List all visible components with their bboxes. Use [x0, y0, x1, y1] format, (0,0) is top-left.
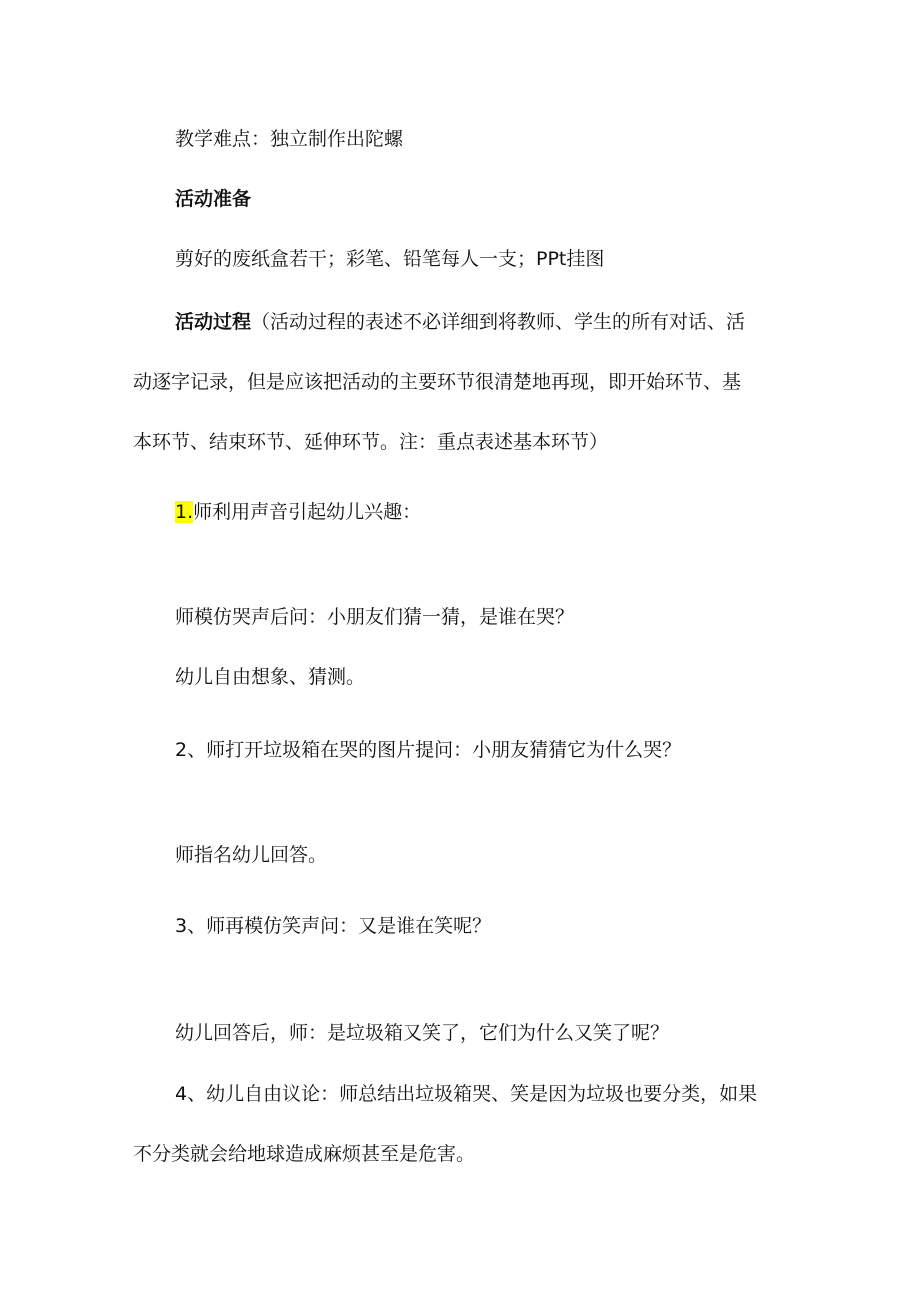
prep-heading: 活动准备: [175, 188, 252, 210]
step1-line: [175, 499, 920, 525]
step3-detail: 幼儿回答后，师：是垃圾箱又笑了，它们为什么又笑了呢？: [175, 1022, 670, 1044]
step3-text: 3、师再模仿笑声问：又是谁在笑呢？: [175, 915, 492, 937]
step2-text: 2、师打开垃圾箱在哭的图片提问：小朋友猜猜它为什么哭？: [175, 739, 682, 761]
step2-detail: 师指名幼儿回答。: [175, 844, 328, 866]
process-note-1: （活动过程的表述不必详细到将教师、学生的所有对话、活: [251, 311, 746, 333]
step1-number-highlight: 1.: [175, 501, 194, 523]
process-line-1: [175, 309, 920, 335]
step1-text: 师利用声音引起幼儿兴趣：: [193, 501, 422, 523]
step4-text-1: 4、幼儿自由议论：师总结出垃圾箱哭、笑是因为垃圾也要分类，如果: [175, 1083, 758, 1105]
process-note-2: 动逐字记录，但是应该把活动的主要环节很清楚地再现，即开始环节、基: [133, 371, 742, 393]
prep-text: 剪好的废纸盒若干；彩笔、铅笔每人一支；PPt挂图: [175, 248, 605, 270]
step4-text-2: 不分类就会给地球造成麻烦甚至是危害。: [133, 1143, 476, 1165]
step1-response: 幼儿自由想象、猜测。: [175, 666, 366, 688]
step1-detail: 师模仿哭声后问：小朋友们猜一猜，是谁在哭？: [175, 606, 575, 628]
teaching-difficulty: 教学难点：独立制作出陀螺: [175, 128, 404, 150]
process-heading: 活动过程: [175, 311, 252, 333]
process-note-3: 本环节、结束环节、延伸环节。注：重点表述基本环节）: [133, 431, 609, 453]
